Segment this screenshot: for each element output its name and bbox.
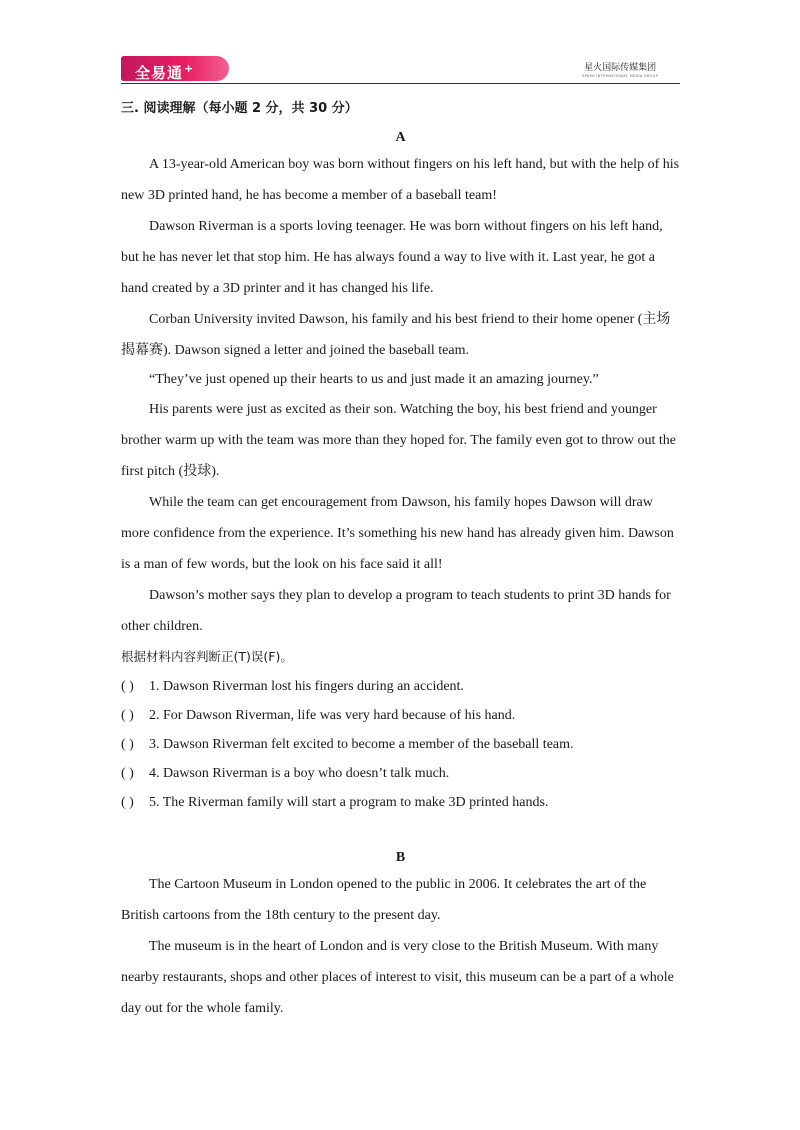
answer-blank[interactable]: ( ) bbox=[121, 737, 134, 752]
passage-b-paragraph: The Cartoon Museum in London opened to the public in 2006. It celebrates the art of the British cartoons from the 18th century to the present day. bbox=[121, 877, 647, 923]
question-item bbox=[121, 759, 680, 788]
document-body bbox=[121, 99, 680, 1024]
section-title: 三. 阅读理解（每小题 2 分，共 30 分） bbox=[121, 101, 358, 116]
question-item bbox=[121, 730, 680, 759]
section-spacer bbox=[121, 817, 680, 847]
brand-logo bbox=[121, 56, 229, 81]
passage-a-paragraph: His parents were just as excited as their son. Watching the boy, his best friend and younger brother warm up with the team was more than they hoped for. The family even got to throw out the first pitch (投球). bbox=[121, 402, 676, 479]
question-text: 1. Dawson Riverman lost his fingers during an accident. bbox=[149, 679, 464, 694]
question-text: 4. Dawson Riverman is a boy who doesn’t talk much. bbox=[149, 766, 450, 781]
passage-b-paragraph: The museum is in the heart of London and is very close to the British Museum. With many nearby restaurants, shops and other places of interest to visit, this museum can be a part of a whole day out for the whole family. bbox=[121, 939, 674, 1016]
question-text: 3. Dawson Riverman felt excited to become a member of the baseball team. bbox=[149, 737, 574, 752]
publisher-subtitle: SPARK INTERNATIONAL MEDIA GROUP bbox=[582, 74, 658, 78]
publisher-brand bbox=[582, 63, 658, 79]
passage-a-paragraph: Corban University invited Dawson, his family and his best friend to their home opener (主场揭幕赛). Dawson signed a letter and joined the baseball team. bbox=[121, 312, 671, 358]
answer-blank[interactable]: ( ) bbox=[121, 795, 134, 810]
logo-plus: + bbox=[184, 62, 195, 75]
publisher-name: 星火国际传媒集团 bbox=[584, 63, 657, 73]
question-item bbox=[121, 788, 680, 817]
passage-a-paragraph: While the team can get encouragement from Dawson, his family hopes Dawson will draw more confidence from the experience. It’s something his new hand has already given him. Dawson is a man of few words, but the look on his face said it all! bbox=[121, 495, 674, 572]
passage-a-paragraph: Dawson’s mother says they plan to develop a program to teach students to print 3D hands for other children. bbox=[121, 588, 671, 634]
question-item bbox=[121, 701, 680, 730]
passage-a-paragraph: Dawson Riverman is a sports loving teenager. He was born without fingers on his left hand, but he has never let that stop him. He has always found a way to live with it. Last year, he got a hand created by a 3D printer and it has changed his life. bbox=[121, 219, 663, 296]
logo-text: 全易通 bbox=[135, 64, 184, 82]
question-item bbox=[121, 672, 680, 701]
passage-a-label: A bbox=[395, 130, 406, 145]
answer-blank[interactable]: ( ) bbox=[121, 679, 134, 694]
header-divider bbox=[121, 83, 680, 84]
page-header bbox=[121, 56, 680, 86]
answer-blank[interactable]: ( ) bbox=[121, 766, 134, 781]
question-text: 5. The Riverman family will start a program to make 3D printed hands. bbox=[149, 795, 549, 810]
question-text: 2. For Dawson Riverman, life was very hard because of his hand. bbox=[149, 708, 516, 723]
passage-a-paragraph: “They’ve just opened up their hearts to us and just made it an amazing journey.” bbox=[149, 372, 599, 387]
passage-a-paragraph: A 13-year-old American boy was born without fingers on his left hand, but with the help of his new 3D printed hand, he has become a member of a baseball team! bbox=[121, 157, 680, 203]
answer-blank[interactable]: ( ) bbox=[121, 708, 134, 723]
passage-b-label: B bbox=[395, 850, 406, 865]
true-false-instruction: 根据材料内容判断正(T)误(F)。 bbox=[121, 649, 293, 664]
